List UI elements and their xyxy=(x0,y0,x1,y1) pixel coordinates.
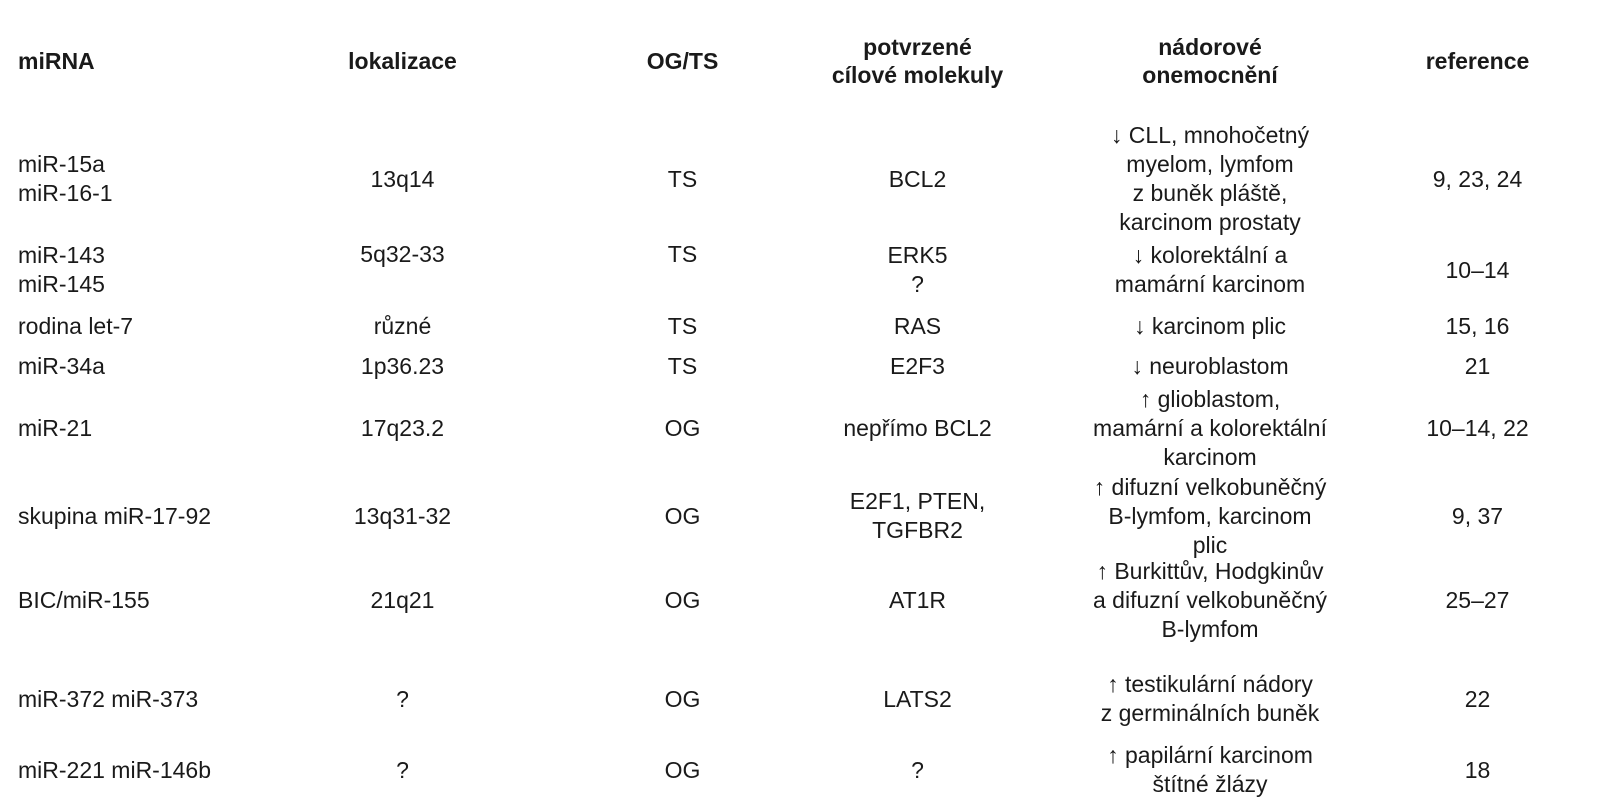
cell-disease: ↓ neuroblastom xyxy=(1131,352,1289,379)
cell-mirna: BIC/miR-155 xyxy=(18,586,150,613)
cell-disease: ↑ Burkittův, Hodgkinův a difuzní velkobuněčný B-lymfom xyxy=(1093,557,1327,642)
cell-disease: ↑ testikulární nádory z germinálních buněk xyxy=(1100,671,1320,726)
cell-og-ts: OG xyxy=(664,502,701,529)
cell-lokalizace: 5q32-33 xyxy=(360,241,445,267)
cell-reference: 10–14, 22 xyxy=(1426,414,1529,441)
cell-target: RAS xyxy=(893,312,942,339)
cell-mirna: miR-221 miR-146b xyxy=(18,756,212,783)
cell-lokalizace: 13q31-32 xyxy=(353,502,452,529)
table-row xyxy=(0,668,1619,730)
cell-disease: ↓ kolorektální a mamární karcinom xyxy=(1114,242,1306,297)
cell-og-ts: OG xyxy=(664,414,701,441)
header-mirna: miRNA xyxy=(18,48,95,74)
cell-reference: 25–27 xyxy=(1445,586,1510,613)
table-row xyxy=(0,556,1619,644)
cell-og-ts: TS xyxy=(667,241,698,267)
table-row xyxy=(0,740,1619,800)
cell-lokalizace: 13q14 xyxy=(370,165,435,192)
header-tumor-disease: nádorové onemocnění xyxy=(1142,34,1278,88)
cell-reference: 22 xyxy=(1464,685,1491,712)
cell-mirna: miR-372 miR-373 xyxy=(18,685,199,712)
cell-reference: 9, 23, 24 xyxy=(1432,165,1523,192)
cell-target: ? xyxy=(911,756,924,783)
cell-reference: 10–14 xyxy=(1445,256,1510,283)
cell-og-ts: TS xyxy=(667,352,698,379)
cell-target: BCL2 xyxy=(888,165,947,192)
cell-disease: ↑ glioblastom, mamární a kolorektální karcinom xyxy=(1093,385,1327,470)
cell-disease: ↑ papilární karcinom štítné žlázy xyxy=(1107,742,1313,797)
cell-og-ts: OG xyxy=(664,756,701,783)
cell-lokalizace: ? xyxy=(396,756,409,783)
cell-disease: ↓ CLL, mnohočetný myelom, lymfom z buněk pláště, karcinom prostaty xyxy=(1110,122,1310,235)
cell-target: ERK5 ? xyxy=(887,242,948,297)
table-row xyxy=(0,239,1619,301)
cell-lokalizace: ? xyxy=(396,685,409,712)
table-header-row xyxy=(0,33,1619,89)
cell-target: E2F1, PTEN, TGFBR2 xyxy=(849,488,986,543)
cell-og-ts: OG xyxy=(664,586,701,613)
cell-mirna: skupina miR-17-92 xyxy=(18,502,212,529)
cell-reference: 21 xyxy=(1464,352,1491,379)
header-target-molecules: potvrzené cílové molekuly xyxy=(831,34,1004,88)
header-og-ts: OG/TS xyxy=(646,48,719,74)
cell-reference: 18 xyxy=(1464,756,1491,783)
cell-og-ts: OG xyxy=(664,685,701,712)
cell-og-ts: TS xyxy=(667,312,698,339)
table-row xyxy=(0,350,1619,382)
cell-reference: 9, 37 xyxy=(1451,502,1504,529)
cell-mirna: rodina let-7 xyxy=(18,312,134,339)
cell-lokalizace: různé xyxy=(373,312,432,339)
cell-reference: 15, 16 xyxy=(1445,312,1510,339)
cell-disease: ↓ karcinom plic xyxy=(1133,312,1287,339)
cell-mirna: miR-21 xyxy=(18,414,93,441)
table-row xyxy=(0,120,1619,238)
cell-lokalizace: 1p36.23 xyxy=(360,352,445,379)
table-row xyxy=(0,310,1619,342)
cell-disease: ↑ difuzní velkobuněčný B-lymfom, karcinom plic xyxy=(1093,473,1327,558)
table-row xyxy=(0,472,1619,560)
cell-og-ts: TS xyxy=(667,165,698,192)
cell-mirna: miR-34a xyxy=(18,352,105,379)
header-reference: reference xyxy=(1425,48,1530,74)
cell-target: AT1R xyxy=(888,586,947,613)
table-row xyxy=(0,384,1619,472)
cell-mirna: miR-15a miR-16-1 xyxy=(18,151,113,206)
header-lokalizace: lokalizace xyxy=(348,48,457,74)
cell-lokalizace: 17q23.2 xyxy=(360,414,445,441)
cell-target: LATS2 xyxy=(883,685,952,712)
cell-target: E2F3 xyxy=(890,352,945,379)
cell-target: nepřímo BCL2 xyxy=(843,414,992,441)
cell-mirna: miR-143 miR-145 xyxy=(18,242,105,297)
cell-lokalizace: 21q21 xyxy=(370,586,435,613)
